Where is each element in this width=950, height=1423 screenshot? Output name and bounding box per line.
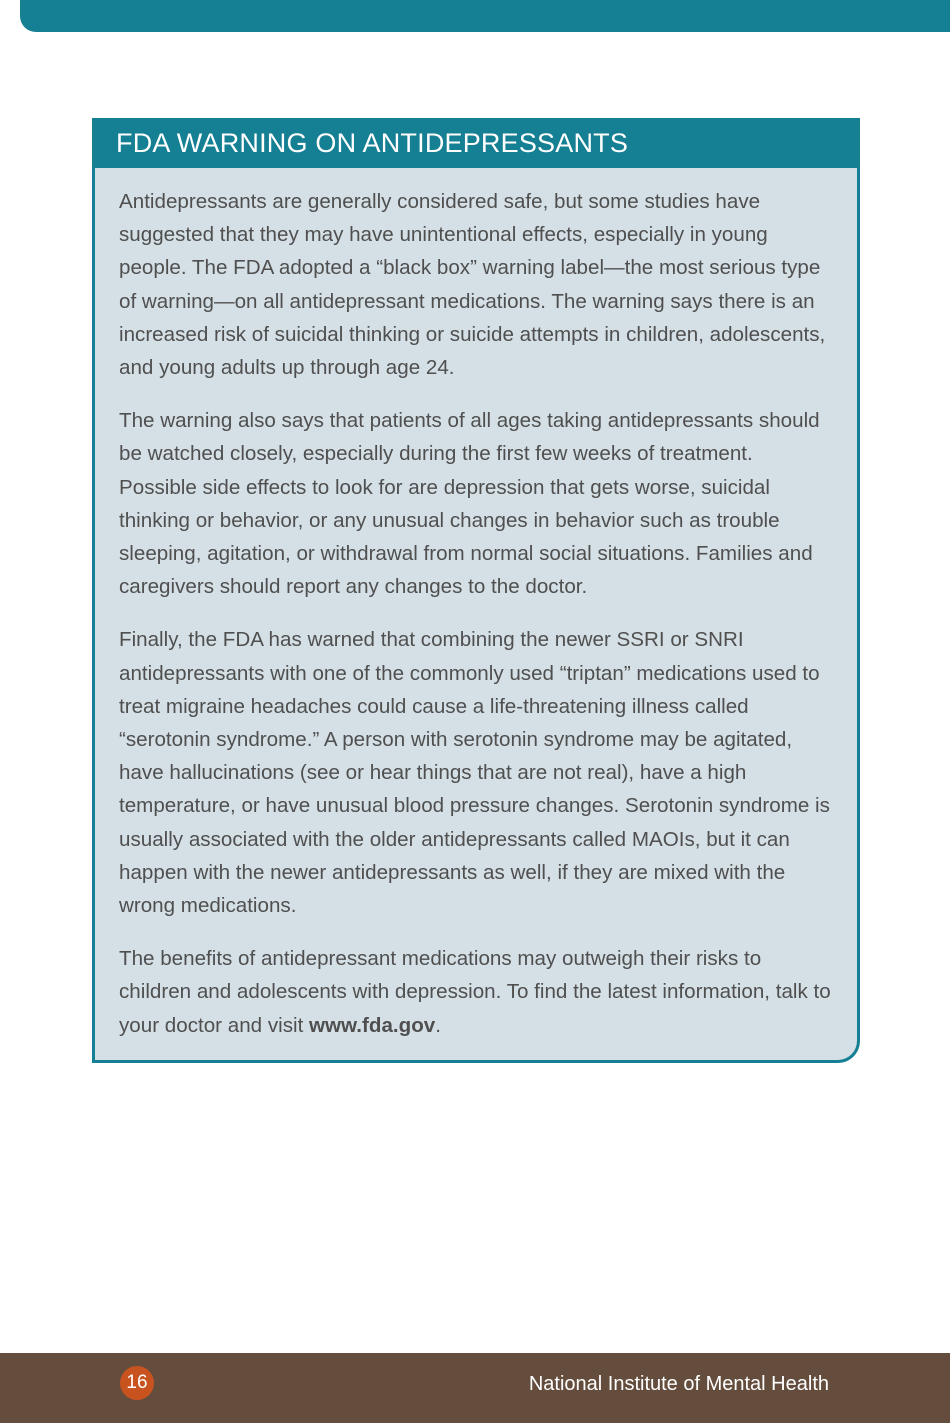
paragraph-serotonin-syndrome: Finally, the FDA has warned that combining the newer SSRI or SNRI antidepressants with one of the commonly used “triptan” medications used to treat migraine headaches could cause a life-threatening illness called “serotonin syndrome.” A person with serotonin syndrome may be agitated, have hallucinations (see or hear things that are not real), have a high temperature, or have unusual blood pressure changes. Serotonin syndrome is usually associated with the older antidepressants called MAOIs, but it can happen with the newer antidepressants as well, if they are mixed with the wrong medications. <box>119 628 830 918</box>
footer-organization: National Institute of Mental Health <box>528 1373 829 1395</box>
benefits-text: The benefits of antidepressant medications may outweigh their risks to children and adolescents with depression. To find the latest information, talk to your doctor and visit <box>119 947 831 1037</box>
paragraph-black-box-warning: Antidepressants are generally considered safe, but some studies have suggested that they may have unintentional effects, especially in young people. The FDA adopted a “black box” warning label—the most serious type of warning—on all antidepressant medications. The warning says there is an increased risk of suicidal thinking or suicide attempts in children, adolescents, and young adults up through age 24. <box>119 190 826 380</box>
page-number-badge: 16 <box>120 1366 154 1400</box>
top-decorative-band <box>20 0 950 32</box>
fda-warning-box <box>92 118 860 1063</box>
box-title: FDA WARNING ON ANTIDEPRESSANTS <box>95 118 857 168</box>
paragraph-watch-closely: The warning also says that patients of all ages taking antidepressants should be watched closely, especially during the first few weeks of treatment. Possible side effects to look for are depression that gets worse, suicidal thinking or behavior, or any unusual changes in behavior such as trouble sleeping, agitation, or withdrawal from normal social situations. Families and caregivers should report any changes to the doctor. <box>119 409 820 599</box>
box-body <box>95 168 857 1042</box>
benefits-period: . <box>435 1013 441 1037</box>
paragraph-benefits <box>119 942 833 1042</box>
fda-website-link[interactable]: www.fda.gov <box>309 1013 436 1037</box>
